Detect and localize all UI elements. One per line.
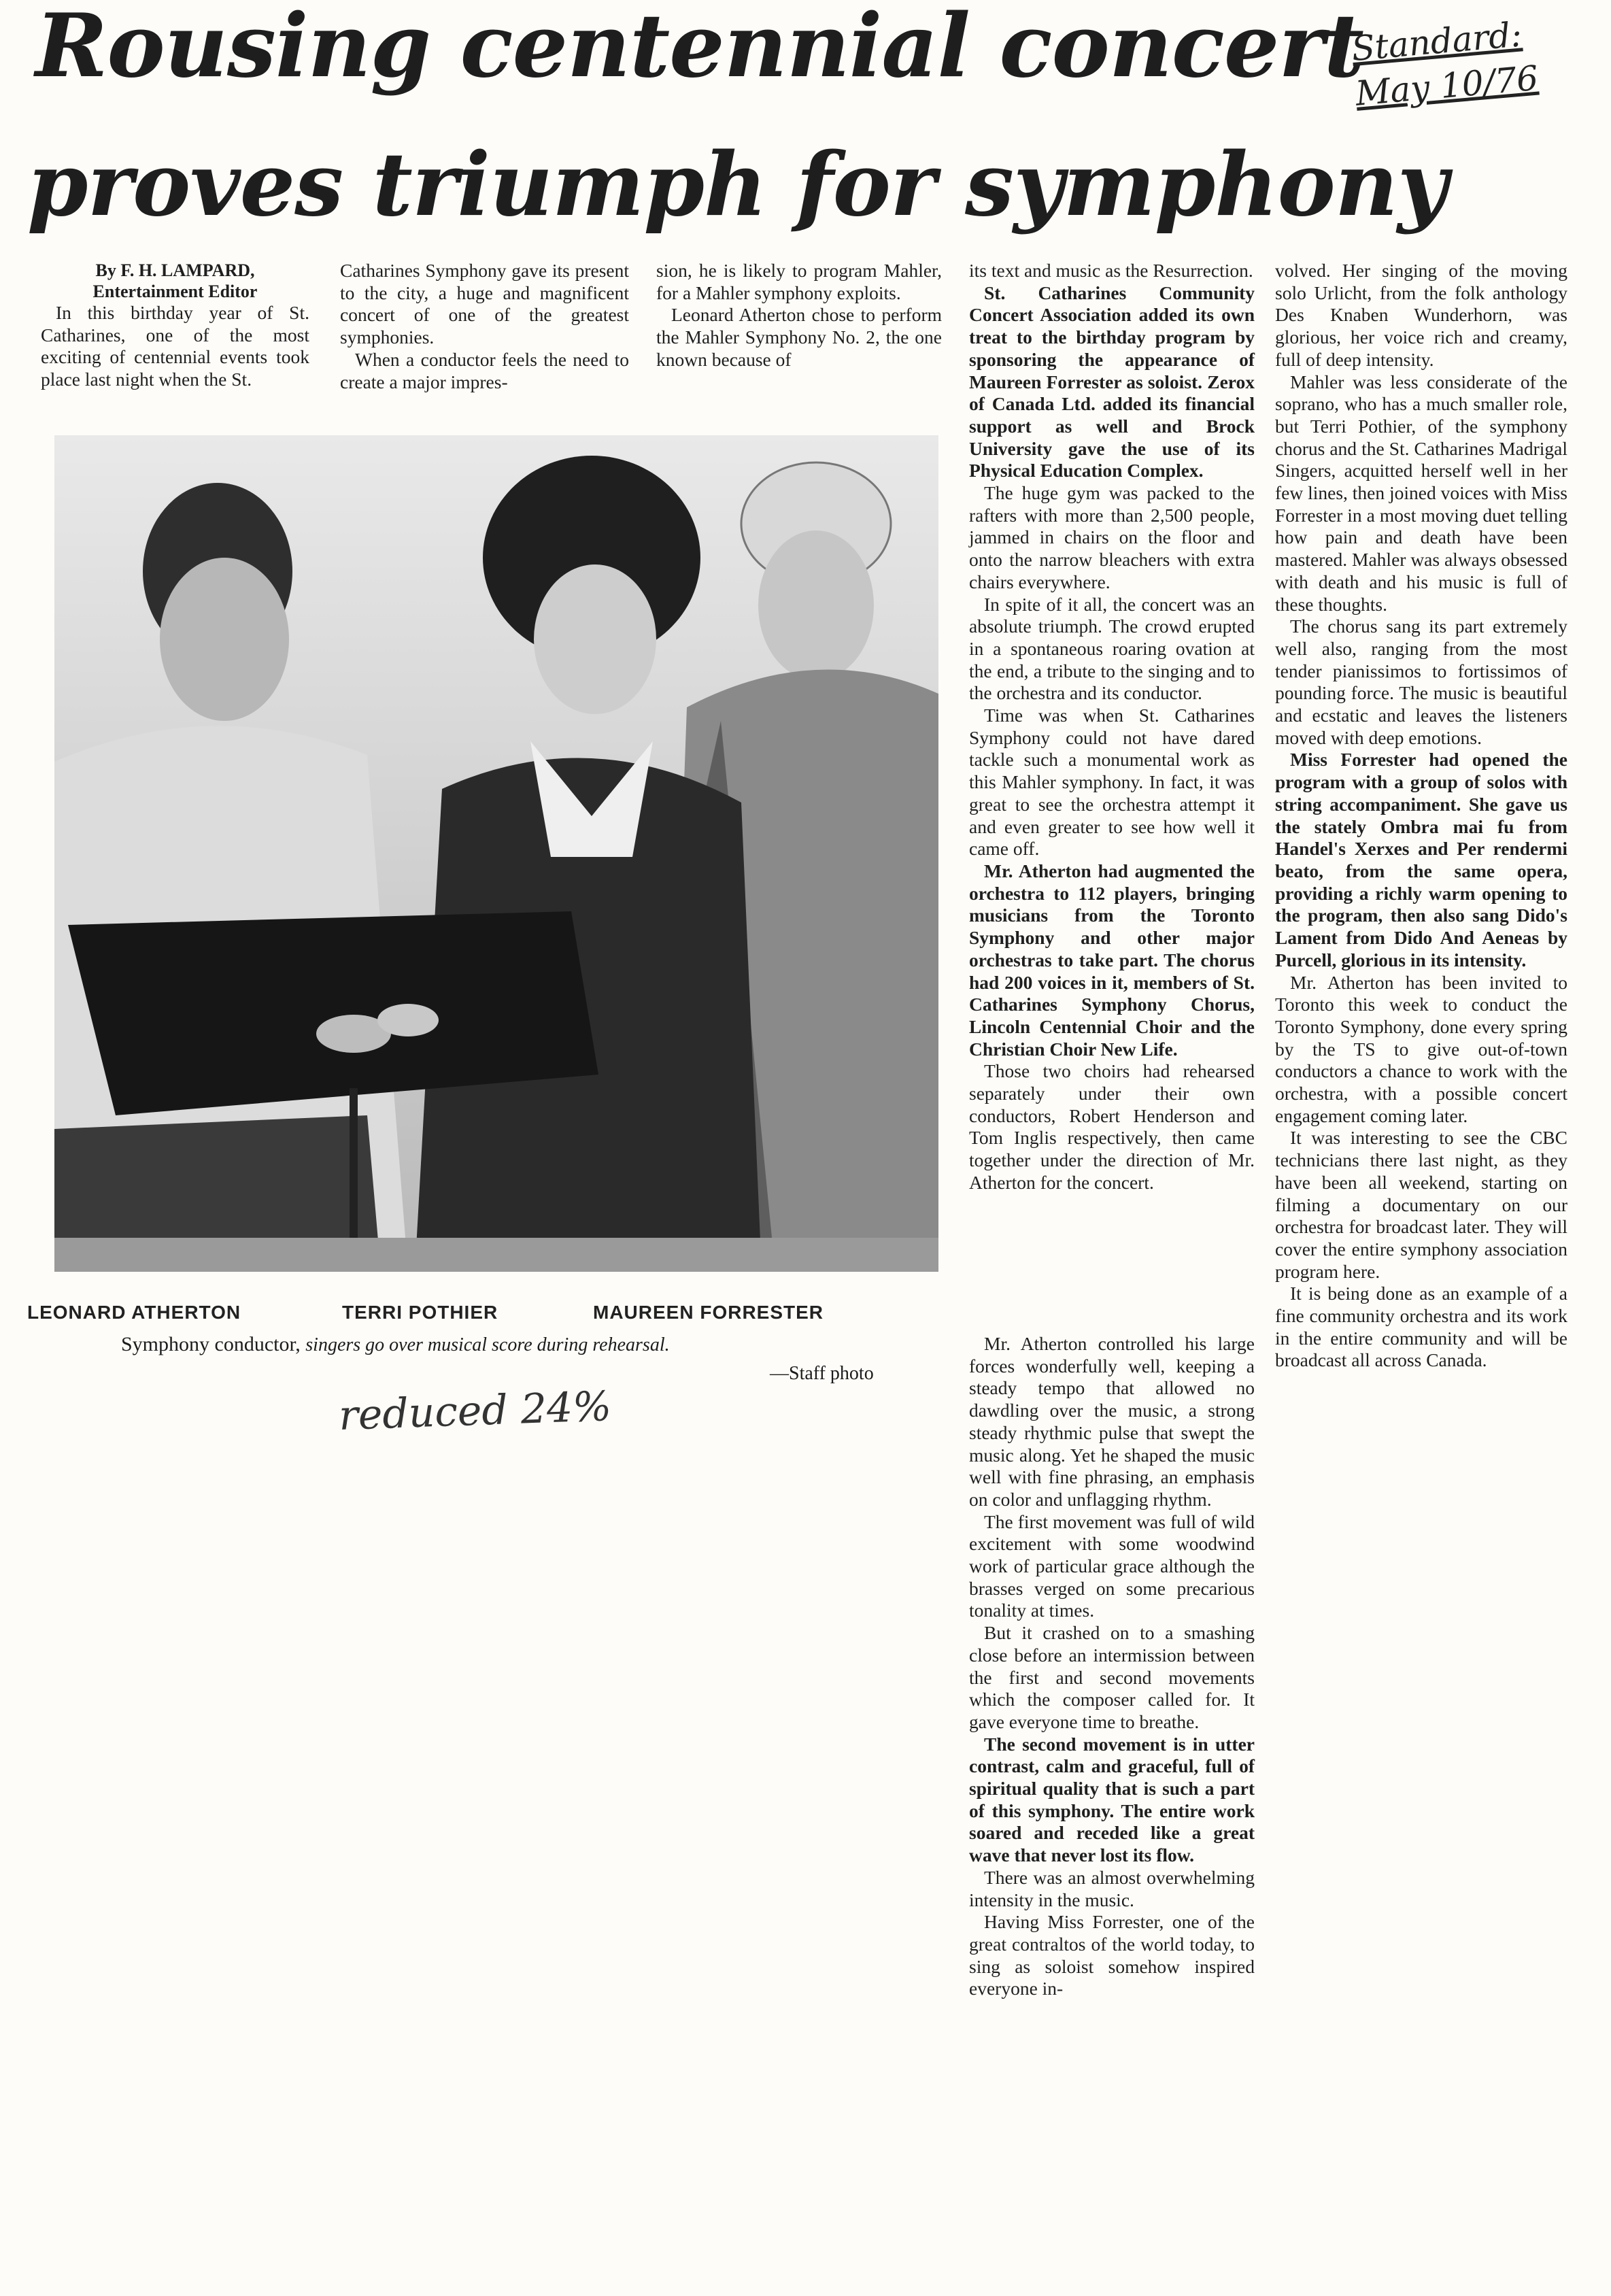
- paragraph: its text and music as the Resurrection.: [969, 260, 1253, 281]
- article-column-4: [969, 260, 1255, 1194]
- article-column-1: [41, 260, 309, 391]
- photo-illustration: [54, 435, 938, 1272]
- paragraph: Mr. Atherton controlled his large forces wonderfully well, keeping a steady tempo that allowed no dawdling over the music, a strong steady rhythmic pulse that swept the music along. Yet he shaped the music well with fine phrasing, an emphasis on color and unflagging rhythm.: [969, 1333, 1255, 1510]
- paragraph: In this birthday year of St. Catharines, one of the most exciting of centennial events took place last night when the St.: [41, 302, 309, 390]
- handwritten-source-note: [1350, 9, 1561, 116]
- article-column-2: [340, 260, 629, 393]
- caption-handwritten: singers go over musical score during rehearsal.: [305, 1334, 670, 1355]
- article-column-4-continued: [969, 1333, 1255, 2000]
- paragraph: The first movement was full of wild excitement with some woodwind work of particular grace although the brasses verged on some precarious tonality at times.: [969, 1510, 1255, 1621]
- paragraph: volved. Her singing of the moving solo Urlicht, from the folk anthology Des Knaben Wunderhorn, was glorious, her voice rich and creamy, full of deep intensity.: [1275, 260, 1567, 370]
- handwritten-margin-note: reduced 24%: [337, 1383, 613, 1440]
- headline-line-2: proves triumph for symphony: [27, 134, 1448, 236]
- photo-credit: —Staff photo: [770, 1363, 874, 1384]
- caption-name-1: LEONARD ATHERTON: [27, 1302, 241, 1323]
- paragraph: Time was when St. Catharines Symphony could not have dared tackle such a monumental work as this Mahler symphony. In fact, it was great to see the orchestra attempt it and even greater to see how well it came off.: [969, 705, 1255, 860]
- paragraph: When a conductor feels the need to create a major impres-: [340, 348, 629, 392]
- article-column-5: [1275, 260, 1567, 1372]
- paragraph: The second movement is in utter contrast, calm and graceful, full of spiritual quality that is such a part of this symphony. The entire work soared and receded like a great wave that never lost its flow.: [969, 1733, 1255, 1866]
- byline-role: Entertainment Editor: [92, 282, 258, 301]
- paragraph: Mahler was less considerate of the soprano, who has a much smaller role, but Terri Pothier, of the symphony chorus and the St. Catharines Madrigal Singers, acquitted herself well in her few lines, then joined voices with Miss Forrester in a most moving duet telling how pain and death have been mastered. Mahler was always obsessed with death and his music is full of these thoughts.: [1275, 371, 1568, 615]
- source-date: May 10/76: [1353, 58, 1540, 114]
- byline-author: By F. H. LAMPARD,: [95, 260, 255, 280]
- paragraph: Those two choirs had rehearsed separately under their own conductors, Robert Henderson and Tom Inglis respectively, then came together under the direction of Mr. Atherton for the concert.: [969, 1060, 1255, 1193]
- paragraph: Mr. Atherton had augmented the orchestra to 112 players, bringing musicians from the Toronto Symphony and other major orchestras to take part. The chorus had 200 voices in it, members of St. Catharines Symphony Chorus, Lincoln Centennial Choir and the Christian Choir New Life.: [969, 860, 1255, 1060]
- photo-caption: [121, 1333, 670, 1356]
- paragraph: Catharines Symphony gave its present to the city, a huge and magnificent concert of one of the greatest symphonies.: [340, 260, 629, 348]
- paragraph: The huge gym was packed to the rafters with more than 2,500 people, jammed in chairs on the floor and onto the narrow bleachers with extra chairs everywhere.: [969, 482, 1255, 592]
- caption-name-2: TERRI POTHIER: [342, 1302, 498, 1323]
- paragraph: But it crashed on to a smashing close before an intermission between the first and second movements which the composer called for. It gave everyone time to breathe.: [969, 1622, 1255, 1732]
- paragraph: It was interesting to see the CBC technicians there last night, as they have been all weekend, starting on filming a documentary on our orchestra for broadcast later. They will cover the entire symphony association program here.: [1275, 1127, 1567, 1282]
- paragraph: It is being done as an example of a fine community orchestra and its work in the entire community and will be broadcast all across Canada.: [1275, 1283, 1567, 1371]
- paragraph: Having Miss Forrester, one of the great contraltos of the world today, to sing as soloist somehow inspired everyone in-: [969, 1911, 1255, 1999]
- paragraph: sion, he is likely to program Mahler, for a Mahler symphony exploits.: [656, 260, 942, 303]
- paragraph: Mr. Atherton has been invited to Toronto this week to conduct the Toronto Symphony, done every spring by the TS to give out-of-town conductors a chance to work with the orchestra, with a possible concert engagement coming later.: [1275, 971, 1567, 1126]
- paragraph: The chorus sang its part extremely well also, ranging from the most tender pianissimos to fortissimos of pounding force. The music is beautiful and ecstatic and leaves the listeners moved with deep emotions.: [1275, 615, 1567, 748]
- paragraph: Miss Forrester had opened the program with a group of solos with string accompaniment. She gave us the stately Ombra mai fu from Handel's Xerxes and Per rendermi beato, from the same opera, providing a richly warm opening to the program, then also sang Dido's Lament from Dido And Aeneas by Purcell, glorious in its intensity.: [1275, 749, 1567, 970]
- source-paper: Standard:: [1350, 14, 1524, 69]
- headline-line-1: Rousing centennial concert: [35, 0, 1363, 97]
- paragraph: In spite of it all, the concert was an absolute triumph. The crowd erupted in a spontaneous roaring ovation at the end, a tribute to the singing and to the orchestra and its conductor.: [969, 593, 1255, 704]
- paragraph: Leonard Atherton chose to perform the Mahler Symphony No. 2, the one known because of: [656, 304, 942, 370]
- article-column-3: [656, 260, 942, 371]
- byline: [41, 260, 309, 302]
- caption-name-3: MAUREEN FORRESTER: [593, 1302, 824, 1323]
- caption-prefix: Symphony conductor,: [121, 1333, 301, 1355]
- paragraph: There was an almost overwhelming intensity in the music.: [969, 1866, 1255, 1910]
- rehearsal-photo: [54, 435, 938, 1272]
- paragraph: St. Catharines Community Concert Association added its own treat to the birthday program by sponsoring the appearance of Maureen Forrester as soloist. Zerox of Canada Ltd. added its financial support as well and Brock University gave the use of its Physical Education Complex.: [969, 282, 1255, 482]
